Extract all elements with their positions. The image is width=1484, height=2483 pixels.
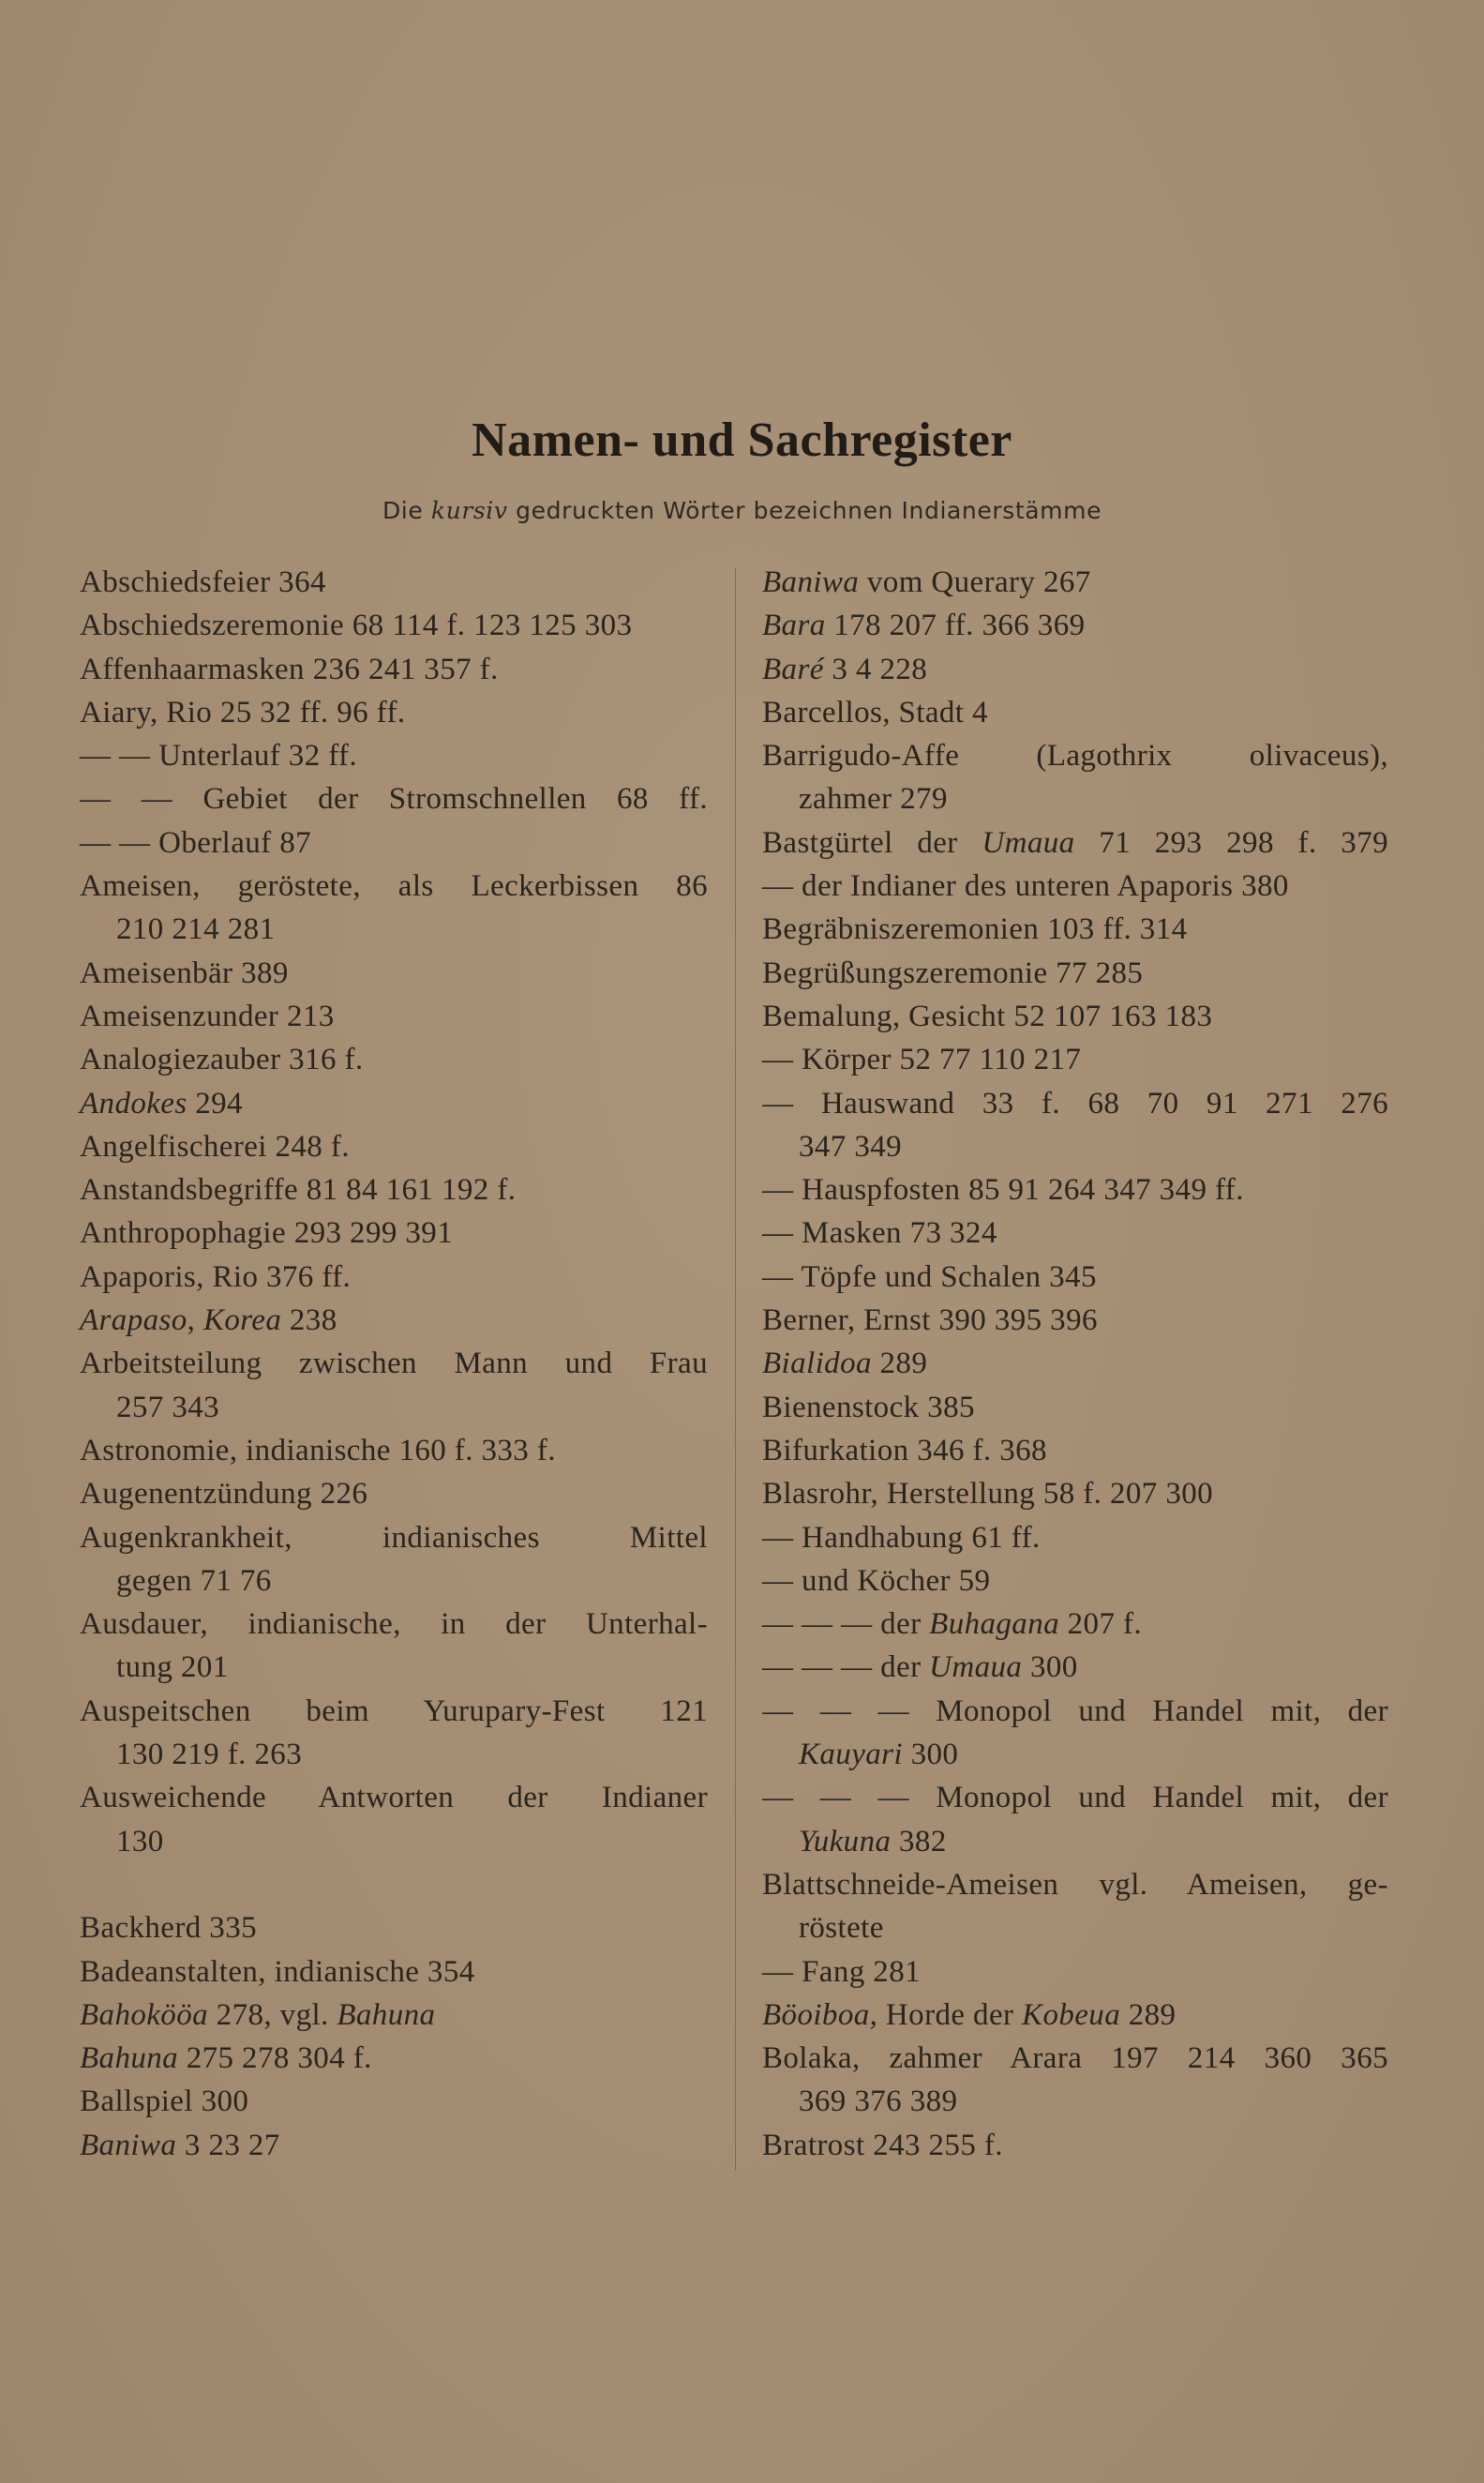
tribe-name: Böoiboa, [762,1997,878,2032]
index-entry-line [80,691,708,734]
entry-text: Affenhaarmasken 236 241 357 f. [80,652,499,686]
entry-text: Ausdauer, indianische, in der Unterhal- [80,1607,708,1642]
index-entry-line [80,821,708,865]
index-entry-line [80,2037,708,2080]
tribe-name: Kobeua [1022,1997,1121,2032]
entry-text: Angelfischerei 248 f. [80,1129,350,1164]
index-entry-line [80,1168,708,1211]
index-entry-line [80,648,708,691]
index-entry-line [80,1820,708,1863]
entry-text: — Töpfe und Schalen 345 [762,1259,1097,1294]
index-entry-line [762,1038,1388,1081]
index-entry-line [762,1342,1388,1385]
entry-text: 289 [871,1347,928,1381]
entry-text: , [187,1303,203,1338]
entry-text: 278, vgl. [208,1997,337,2032]
entry-text: Bienenstock 385 [762,1390,975,1424]
entry-text: — Körper 52 77 110 217 [762,1043,1082,1077]
index-entry-line [80,734,708,777]
subtitle-after: gedruckten Wörter bezeichnen Indianerstämme [507,497,1102,524]
entry-text: Augenentzündung 226 [80,1477,368,1512]
entry-text: Arbeitsteilung zwischen Mann und Frau [80,1347,708,1381]
index-entry-line [80,1342,708,1385]
tribe-name: Bara [762,609,826,643]
index-entry-line [762,1256,1388,1299]
entry-text: Apaporis, Rio 376 ff. [80,1259,352,1294]
tribe-name: Umaua [929,1650,1023,1685]
entry-text: — und Köcher 59 [762,1563,991,1598]
index-entry-line [762,2080,1388,2123]
index-entry-line [80,1690,708,1733]
index-entry-line [762,1646,1388,1689]
index-entry-line [762,865,1388,908]
index-entry-line [762,1211,1388,1255]
index-entry-line [80,1386,708,1429]
entry-text: — Hauswand 33 f. 68 70 91 271 276 [762,1086,1388,1121]
entry-text: 207 f. [1059,1607,1143,1642]
entry-text: Bemalung, Gesicht 52 107 163 183 [762,999,1213,1033]
index-entry-line [762,734,1388,777]
tribe-name: Baniwa [762,565,860,599]
entry-text: 300 [902,1738,959,1772]
index-entry-line [80,1646,708,1689]
entry-text: — — Unterlauf 32 ff. [80,739,358,774]
index-entry-line [80,561,708,604]
entry-text: Backherd 335 [80,1911,257,1946]
entry-text: Barrigudo-Affe (Lagothrix olivaceus), [762,739,1388,774]
tribe-name: Bahokööa [80,1997,209,2032]
index-entry-line [80,1472,708,1515]
entry-text: Blattschneide-Ameisen vgl. Ameisen, ge- [762,1867,1388,1902]
entry-text: Ameisen, geröstete, als Leckerbissen 86 [80,869,708,904]
entry-text: Augenkrankheit, indianisches Mittel [80,1520,708,1555]
index-entry-line [762,1690,1388,1733]
entry-text: vom Querary 267 [859,565,1091,599]
tribe-name: Baniwa [80,2128,177,2162]
tribe-name: Andokes [80,1086,187,1121]
entry-text: — der Indianer des unteren Apaporis 380 [762,869,1289,904]
blank-line [80,1863,708,1906]
index-entry-line [762,604,1388,647]
index-entry-line [762,1168,1388,1211]
tribe-name: Baré [762,652,824,686]
index-entry-line [762,1429,1388,1472]
entry-text: — Hauspfosten 85 91 264 347 349 ff. [762,1173,1244,1208]
entry-text: 71 293 298 f. 379 [1074,825,1388,860]
index-entry-line [762,648,1388,691]
index-entry-line [80,908,708,951]
entry-text: — Handhabung 61 ff. [762,1520,1041,1555]
entry-text: Ballspiel 300 [80,2084,249,2119]
index-entry-line [80,1950,708,1994]
entry-text: Ameisenzunder 213 [80,999,335,1033]
entry-text: 130 219 f. 263 [116,1738,303,1772]
index-entry-line [80,1125,708,1168]
entry-text: Astronomie, indianische 160 f. 333 f. [80,1433,556,1467]
index-entry-line [80,1299,708,1342]
entry-text: Auspeitschen beim Yurupary-Fest 121 [80,1693,708,1728]
index-entry-line [80,1082,708,1125]
index-entry-line [762,2124,1388,2167]
entry-text: Bastgürtel der [762,825,982,860]
index-entry-line [80,1559,708,1603]
index-entry-line [762,561,1388,604]
index-entry-line [80,1906,708,1949]
index-entry-line [762,777,1388,820]
tribe-name: Bialidoa [762,1347,872,1381]
index-entry-line [762,1994,1388,2037]
entry-text: Bifurkation 346 f. 368 [762,1433,1047,1467]
entry-text: Bolaka, zahmer Arara 197 214 360 365 [762,2041,1388,2076]
entry-text: 382 [891,1824,947,1858]
index-entry-line [80,1516,708,1559]
entry-text: Begräbniszeremonien 103 ff. 314 [762,912,1188,947]
entry-text: — — Gebiet der Stromschnellen 68 ff. [80,782,708,817]
index-entry-line [762,2037,1388,2080]
entry-text: gegen 71 76 [116,1563,272,1598]
entry-text: 300 [1022,1650,1078,1685]
index-entry-line [762,1776,1388,1819]
index-entry-line [762,691,1388,734]
entry-text: 294 [187,1086,243,1121]
entry-text: 238 [281,1303,337,1338]
entry-text: Aiary, Rio 25 32 ff. 96 ff. [80,695,406,730]
index-entry-line [762,1906,1388,1949]
index-entry-line [762,1125,1388,1168]
index-entry-line [80,865,708,908]
index-entry-line [762,1820,1388,1863]
entry-text: Abschiedsfeier 364 [80,565,326,599]
index-entry-line [762,1299,1388,1342]
entry-text: 3 23 27 [176,2128,280,2162]
index-entry-line [80,1776,708,1819]
page-title: Namen- und Sachregister [472,414,1012,467]
entry-text: Berner, Ernst 390 395 396 [762,1303,1098,1338]
index-entry-line [80,995,708,1038]
index-entry-line [80,1211,708,1255]
entry-text: Badeanstalten, indianische 354 [80,1954,475,1989]
index-entry-line [762,1603,1388,1646]
entry-text: 347 349 [799,1129,903,1164]
entry-text: Horde der [877,1997,1023,2032]
index-column-right [762,561,1388,2167]
index-column-left [80,561,708,2167]
index-entry-line [80,1038,708,1081]
tribe-name: Arapaso [80,1303,187,1338]
entry-text: — Masken 73 324 [762,1216,997,1251]
entry-text: Bratrost 243 255 f. [762,2128,1003,2162]
subtitle-italic: kursiv [430,497,508,524]
entry-text: Anstandsbegriffe 81 84 161 192 f. [80,1173,517,1208]
index-entry-line [80,1256,708,1299]
index-entry-line [762,1559,1388,1603]
index-entry-line [762,1472,1388,1515]
index-entry-line [80,604,708,647]
index-entry-line [80,952,708,995]
entry-text: Ausweichende Antworten der Indianer [80,1781,708,1815]
index-entry-line [762,1950,1388,1994]
tribe-name: Buhagana [929,1607,1059,1642]
column-divider [735,567,736,2171]
entry-text: 130 [116,1824,164,1858]
index-entry-line [762,995,1388,1038]
entry-text: Abschiedszeremonie 68 114 f. 123 125 303 [80,609,633,643]
index-entry-line [80,1994,708,2037]
index-entry-line [762,1733,1388,1776]
index-entry-line [80,2080,708,2123]
entry-text: zahmer 279 [799,782,948,817]
index-entry-line [80,2124,708,2167]
entry-text: — — — Monopol und Handel mit, der [762,1693,1388,1728]
entry-text: Anthropophagie 293 299 391 [80,1216,454,1251]
entry-text: 289 [1120,1997,1177,2032]
entry-text: 275 278 304 f. [178,2041,372,2076]
entry-text: Ameisenbär 389 [80,956,289,990]
entry-text: Analogiezauber 316 f. [80,1043,364,1077]
index-entry-line [762,908,1388,951]
entry-text: — — — der [762,1607,930,1642]
entry-text: — — Oberlauf 87 [80,825,312,860]
index-entry-line [80,777,708,820]
index-entry-line [762,952,1388,995]
tribe-name: Korea [202,1303,282,1338]
tribe-name: Umaua [982,825,1075,860]
entry-text: — — — Monopol und Handel mit, der [762,1781,1388,1815]
entry-text: — — — der [762,1650,930,1685]
entry-text: 210 214 281 [116,912,276,947]
entry-text: Barcellos, Stadt 4 [762,695,988,730]
tribe-name: Bahuna [337,1997,436,2032]
tribe-name: Bahuna [80,2041,179,2076]
entry-text: 3 4 228 [823,652,928,686]
index-entry-line [80,1429,708,1472]
entry-text: Blasrohr, Herstellung 58 f. 207 300 [762,1477,1214,1512]
index-entry-line [80,1603,708,1646]
entry-text: 178 207 ff. 366 369 [825,609,1086,643]
index-entry-line [762,821,1388,865]
entry-text: röstete [799,1911,884,1946]
subtitle [0,497,1484,524]
tribe-name: Kauyari [799,1738,903,1772]
entry-text: Begrüßungszeremonie 77 285 [762,956,1144,990]
tribe-name: Yukuna [799,1824,892,1858]
subtitle-before: Die [382,497,431,524]
index-entry-line [80,1733,708,1776]
index-entry-line [762,1082,1388,1125]
entry-text: — Fang 281 [762,1954,921,1989]
entry-text: 369 376 389 [799,2084,958,2119]
index-entry-line [762,1386,1388,1429]
index-entry-line [762,1863,1388,1906]
index-entry-line [762,1516,1388,1559]
entry-text: 257 343 [116,1390,220,1424]
entry-text: tung 201 [116,1650,229,1685]
